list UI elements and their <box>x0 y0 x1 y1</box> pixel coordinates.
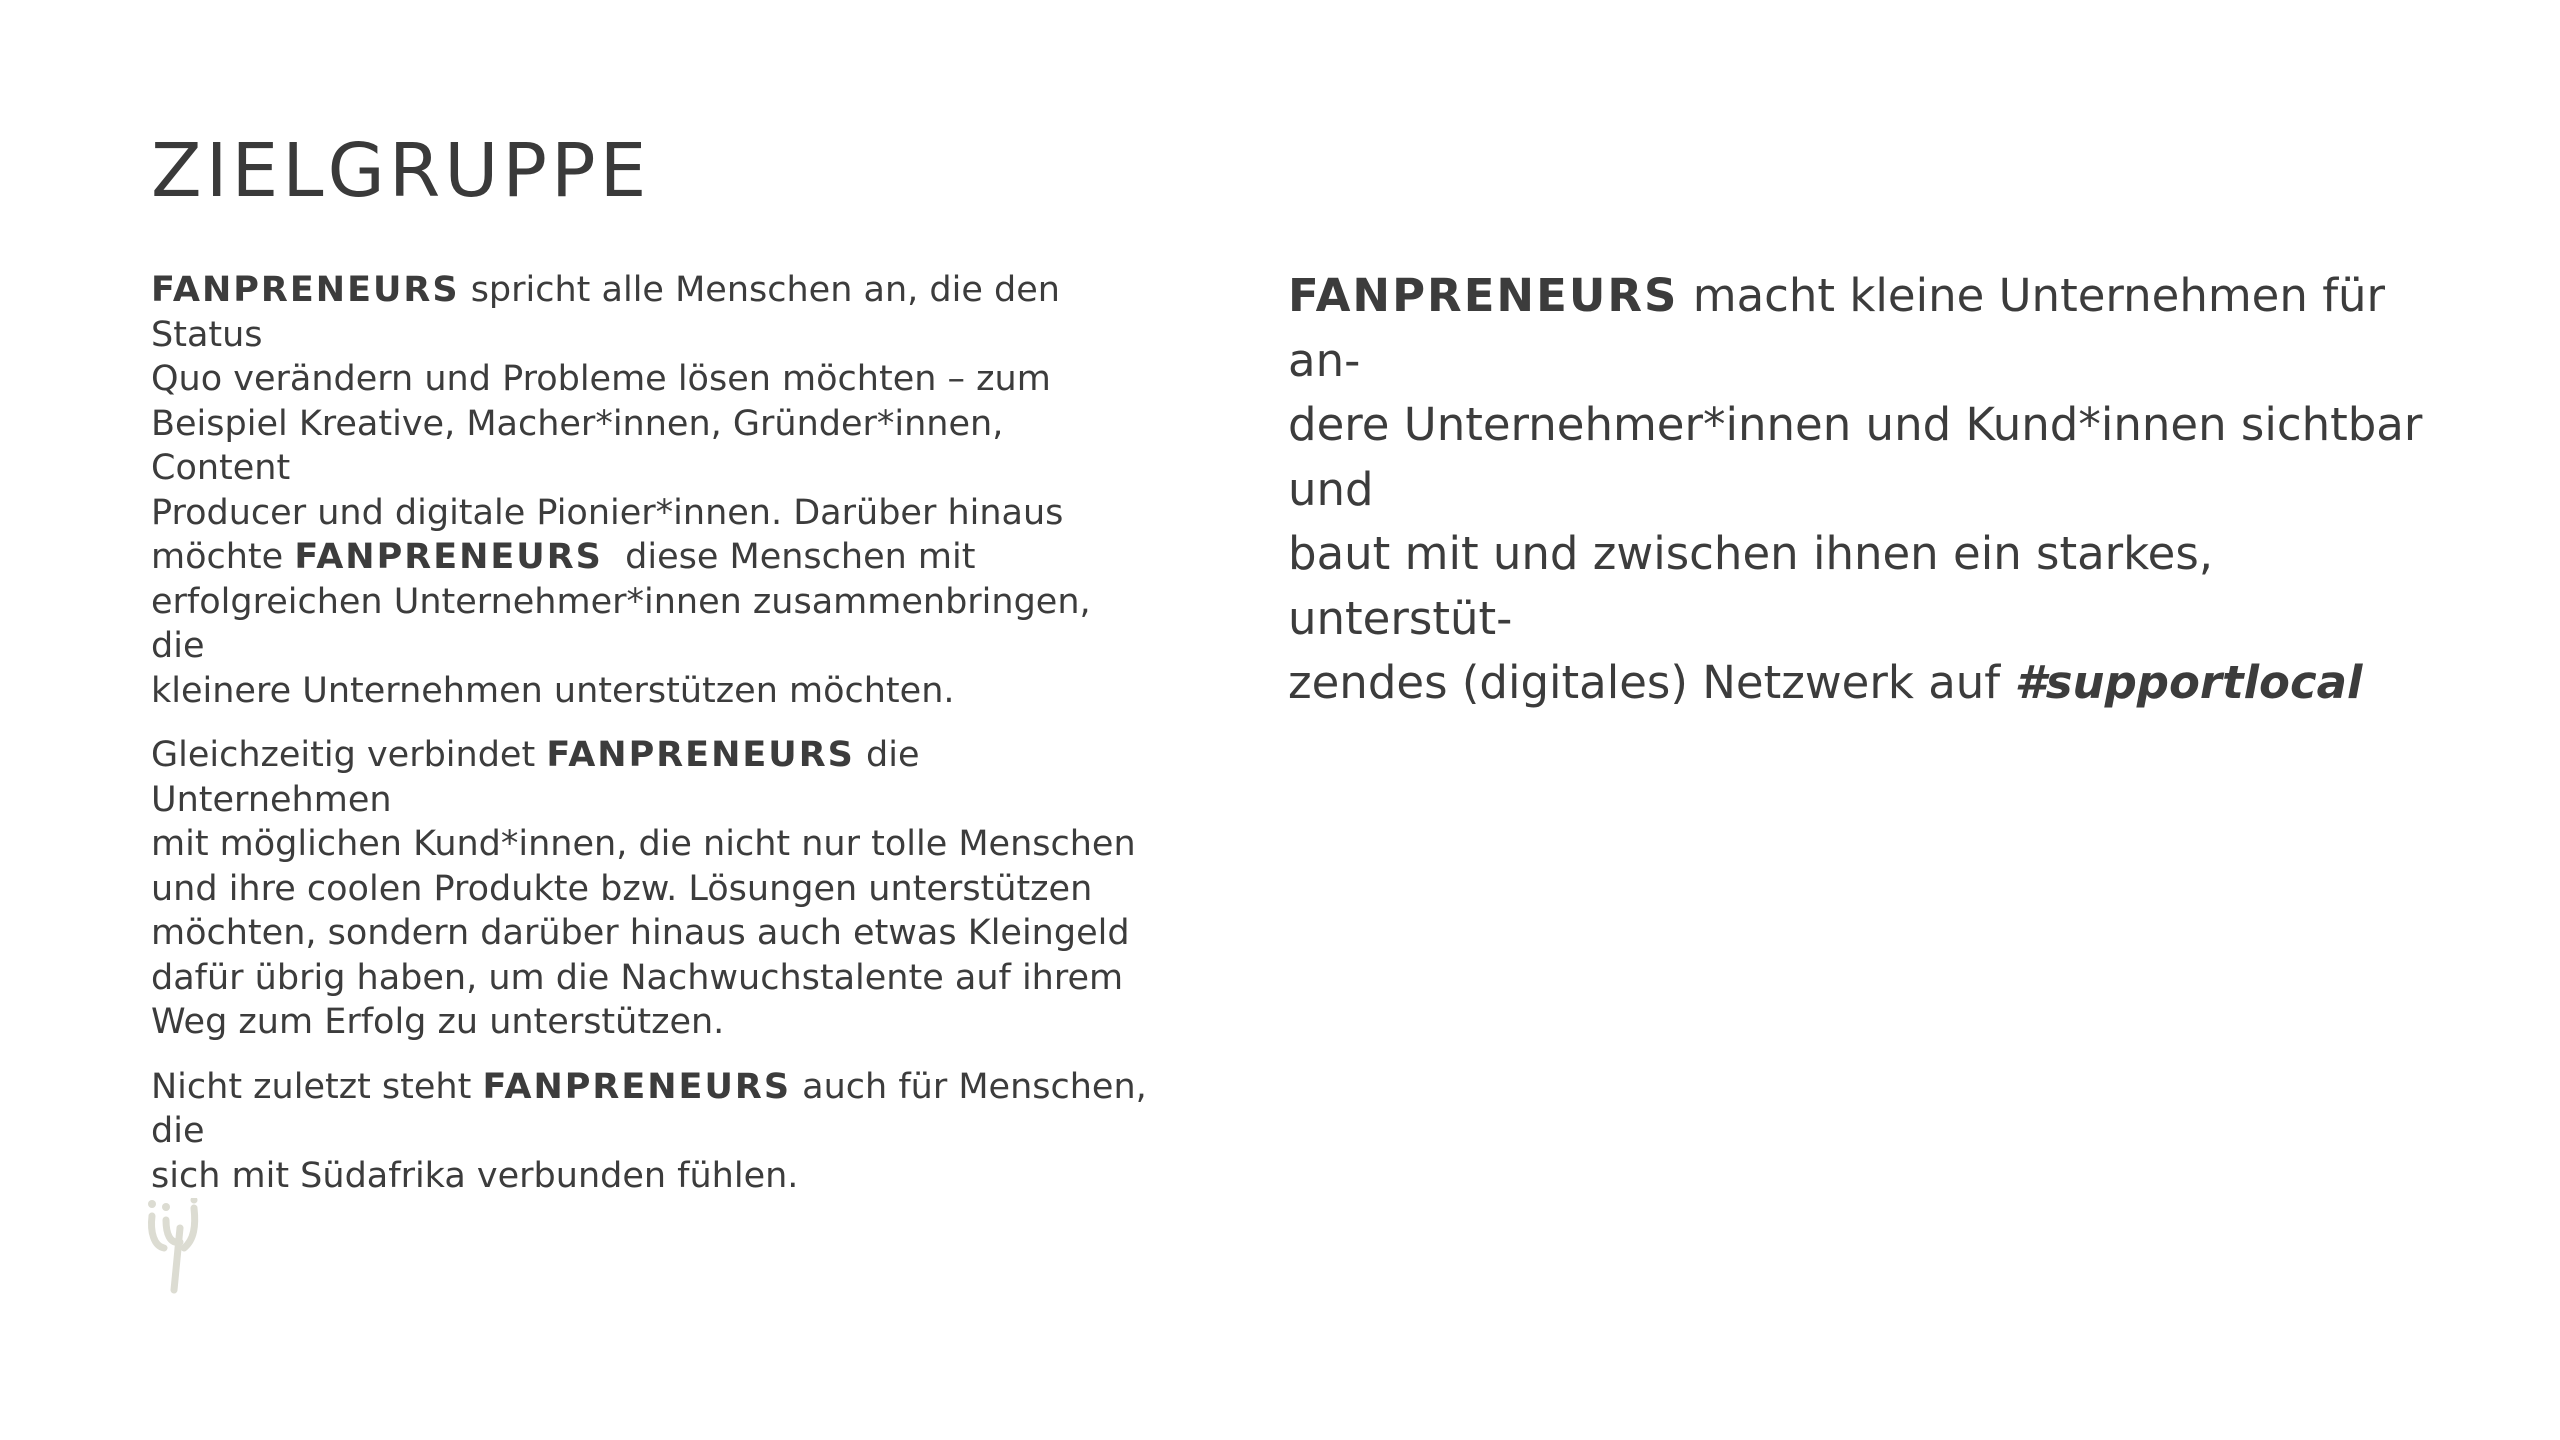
text-line: dere Unternehmer*innen und Kund*innen sichtbar und <box>1288 398 2423 516</box>
text-fragment: möchte <box>151 537 295 577</box>
text-line: mit möglichen Kund*innen, die nicht nur tolle Menschen <box>151 824 1136 864</box>
slide-title: ZIELGRUPPE <box>151 128 651 214</box>
text-line: erfolgreichen Unternehmer*innen zusammenbringen, die <box>151 581 1091 666</box>
text-line: und ihre coolen Produkte bzw. Lösungen unterstützen <box>151 868 1093 909</box>
text-fragment: Gleichzeitig verbindet <box>151 735 547 775</box>
brand-name: FANPRENEURS <box>294 537 603 577</box>
text-line: Weg zum Erfolg zu unterstützen. <box>151 1002 725 1042</box>
text-fragment: zendes (digitales) Netzwerk auf <box>1288 656 2015 709</box>
text-fragment: die Unternehmen <box>151 735 920 820</box>
text-line: Beispiel Kreative, Macher*innen, Gründer*innen, Content <box>151 403 1004 488</box>
paragraph-customers <box>151 733 1151 1045</box>
paragraph-intro <box>151 268 1151 713</box>
text-line: kleinere Unternehmen unterstützen möchten. <box>151 670 955 711</box>
brand-name: FANPRENEURS <box>546 735 855 775</box>
text-line: dafür übrig haben, um die Nachwuchstalente auf ihrem <box>151 957 1124 998</box>
text-fragment: macht kleine Unternehmen für an- <box>1288 269 2386 387</box>
text-line: sich mit Südafrika verbunden fühlen. <box>151 1155 799 1196</box>
text-fragment: auch für Menschen, die <box>151 1066 1147 1151</box>
text-line: möchten, sondern darüber hinaus auch etwas Kleingeld <box>151 913 1130 953</box>
paragraph-south-africa <box>151 1065 1151 1199</box>
text-fragment: Nicht zuletzt steht <box>151 1066 483 1107</box>
fanpreneurs-logo-icon <box>144 1198 214 1298</box>
text-line: Quo verändern und Probleme lösen möchten – zum <box>151 359 1051 399</box>
statement-paragraph <box>1288 264 2428 716</box>
text-fragment: spricht alle Menschen an, die den Status <box>151 270 1060 355</box>
brand-name: FANPRENEURS <box>151 270 460 310</box>
left-text-column <box>151 268 1151 1218</box>
brand-name: FANPRENEURS <box>1288 269 1679 322</box>
text-fragment: diese Menschen mit <box>602 537 976 577</box>
text-line: Producer und digitale Pionier*innen. Darüber hinaus <box>151 492 1064 533</box>
hashtag: #supportlocal <box>2014 656 2363 709</box>
right-statement-column <box>1288 264 2428 716</box>
text-line: baut mit und zwischen ihnen ein starkes, unterstüt- <box>1288 527 2214 645</box>
brand-name: FANPRENEURS <box>482 1066 792 1107</box>
